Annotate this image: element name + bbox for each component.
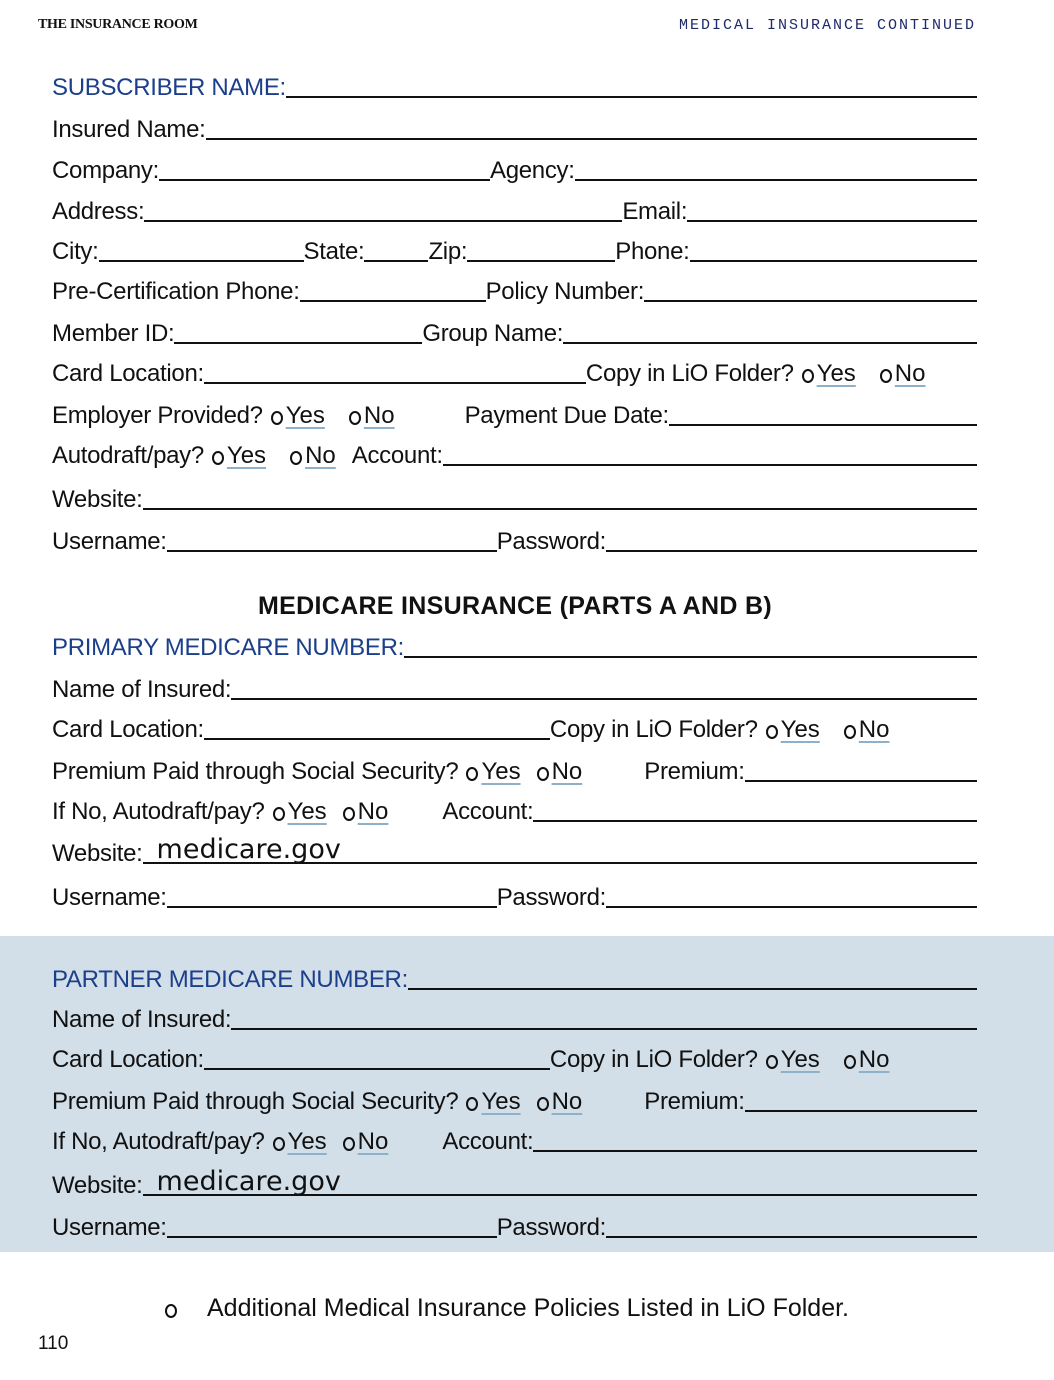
partner-account-field[interactable] xyxy=(533,1150,977,1152)
precert-phone-field[interactable] xyxy=(300,300,486,302)
radio-circle-icon xyxy=(844,725,856,739)
account-label: Account: xyxy=(351,442,443,469)
member-id-label: Member ID: xyxy=(52,320,175,347)
radio-circle-icon xyxy=(766,725,778,739)
partner-premium-ss-label: Premium Paid through Social Security? xyxy=(52,1088,459,1115)
radio-circle-icon xyxy=(343,1137,355,1151)
phone-label: Phone: xyxy=(615,238,690,265)
additional-policies-checkbox[interactable] xyxy=(163,1294,849,1323)
payment-due-date-field[interactable] xyxy=(669,424,977,426)
primary-copy-yes-radio[interactable]: Yes xyxy=(764,716,820,744)
partner-card-location-row xyxy=(52,1044,977,1074)
radio-circle-icon xyxy=(802,369,814,383)
partner-copy-no-radio[interactable]: No xyxy=(842,1046,890,1074)
radio-circle-icon xyxy=(537,767,549,781)
phone-field[interactable] xyxy=(690,260,977,262)
subscriber-name-label: SUBSCRIBER NAME: xyxy=(52,74,286,101)
page-number: 110 xyxy=(38,1333,69,1354)
partner-password-field[interactable] xyxy=(606,1236,977,1238)
primary-premium-ss-row xyxy=(52,756,977,786)
partner-medicare-number-row xyxy=(52,964,977,994)
insured-name-row xyxy=(52,114,977,144)
card-location-field[interactable] xyxy=(204,382,586,384)
address-row xyxy=(52,196,977,226)
partner-autodraft-no-radio[interactable]: No xyxy=(341,1128,389,1156)
company-field[interactable] xyxy=(159,179,490,181)
radio-circle-icon xyxy=(343,807,355,821)
running-header-left: THE INSURANCE ROOM xyxy=(38,17,198,32)
partner-card-location-field[interactable] xyxy=(204,1068,550,1070)
company-label: Company: xyxy=(52,157,159,184)
primary-account-field[interactable] xyxy=(533,820,977,822)
member-id-row xyxy=(52,318,977,348)
primary-password-label: Password: xyxy=(496,884,607,911)
partner-premium-ss-no-radio[interactable]: No xyxy=(535,1088,583,1116)
autodraft-row xyxy=(52,440,977,470)
partner-account-label: Account: xyxy=(442,1128,534,1155)
email-label: Email: xyxy=(622,198,688,225)
email-field[interactable] xyxy=(687,220,977,222)
username-label: Username: xyxy=(52,528,167,555)
primary-card-location-field[interactable] xyxy=(204,738,550,740)
primary-username-field[interactable] xyxy=(167,906,497,908)
website-field[interactable] xyxy=(143,508,977,510)
primary-card-location-label: Card Location: xyxy=(52,716,204,743)
radio-circle-icon xyxy=(880,369,892,383)
group-name-field[interactable] xyxy=(563,342,977,344)
copy-in-folder-no-radio[interactable]: No xyxy=(878,360,926,388)
zip-label: Zip: xyxy=(428,238,468,265)
primary-medicare-number-field[interactable] xyxy=(404,656,977,658)
primary-premium-ss-yes-radio[interactable]: Yes xyxy=(464,758,520,786)
primary-website-label: Website: xyxy=(52,840,143,867)
primary-autodraft-no-radio[interactable]: No xyxy=(341,798,389,826)
primary-account-label: Account: xyxy=(442,798,534,825)
subscriber-name-field[interactable] xyxy=(286,96,977,98)
radio-circle-icon xyxy=(537,1097,549,1111)
radio-circle-icon xyxy=(273,807,285,821)
primary-name-of-insured-field[interactable] xyxy=(231,698,977,700)
group-name-label: Group Name: xyxy=(422,320,564,347)
radio-circle-icon xyxy=(212,451,224,465)
partner-copy-yes-radio[interactable]: Yes xyxy=(764,1046,820,1074)
insured-name-label: Insured Name: xyxy=(52,116,206,143)
partner-credentials-row xyxy=(52,1212,977,1242)
partner-card-location-label: Card Location: xyxy=(52,1046,204,1073)
autodraft-yes-radio[interactable]: Yes xyxy=(210,442,266,470)
zip-field[interactable] xyxy=(467,260,615,262)
primary-name-of-insured-row xyxy=(52,674,977,704)
primary-copy-in-folder-label: Copy in LiO Folder? xyxy=(549,716,758,743)
employer-provided-label: Employer Provided? xyxy=(52,402,263,429)
partner-website-row xyxy=(52,1166,977,1200)
city-row xyxy=(52,236,977,266)
partner-premium-label: Premium: xyxy=(644,1088,745,1115)
precert-row xyxy=(52,276,977,306)
policy-number-field[interactable] xyxy=(644,300,977,302)
primary-premium-ss-label: Premium Paid through Social Security? xyxy=(52,758,459,785)
partner-password-label: Password: xyxy=(496,1214,607,1241)
primary-medicare-number-label: PRIMARY MEDICARE NUMBER: xyxy=(52,634,404,661)
radio-circle-icon xyxy=(466,767,478,781)
card-location-row xyxy=(52,358,977,388)
agency-label: Agency: xyxy=(489,157,575,184)
partner-copy-in-folder-label: Copy in LiO Folder? xyxy=(549,1046,758,1073)
primary-username-label: Username: xyxy=(52,884,167,911)
payment-due-date-label: Payment Due Date: xyxy=(464,402,669,429)
radio-circle-icon xyxy=(165,1304,177,1318)
city-field[interactable] xyxy=(99,260,304,262)
partner-medicare-number-label: PARTNER MEDICARE NUMBER: xyxy=(52,966,408,993)
password-field[interactable] xyxy=(606,550,977,552)
additional-policies-label: Additional Medical Insurance Policies Listed in LiO Folder. xyxy=(207,1294,850,1322)
primary-credentials-row xyxy=(52,882,977,912)
autodraft-no-radio[interactable]: No xyxy=(288,442,336,470)
primary-premium-label: Premium: xyxy=(644,758,745,785)
radio-circle-icon xyxy=(290,451,302,465)
partner-name-of-insured-field[interactable] xyxy=(231,1028,977,1030)
policy-number-label: Policy Number: xyxy=(485,278,645,305)
partner-medicare-number-field[interactable] xyxy=(408,988,977,990)
partner-premium-ss-yes-radio[interactable]: Yes xyxy=(464,1088,520,1116)
partner-website-value: medicare.gov xyxy=(156,1166,341,1197)
partner-autodraft-row xyxy=(52,1126,977,1156)
website-label: Website: xyxy=(52,486,143,513)
address-label: Address: xyxy=(52,198,145,225)
copy-in-folder-yes-radio[interactable]: Yes xyxy=(800,360,856,388)
password-label: Password: xyxy=(496,528,607,555)
radio-circle-icon xyxy=(273,1137,285,1151)
radio-circle-icon xyxy=(844,1055,856,1069)
radio-circle-icon xyxy=(766,1055,778,1069)
partner-premium-field[interactable] xyxy=(745,1110,977,1112)
member-id-field[interactable] xyxy=(174,342,422,344)
primary-website-field[interactable] xyxy=(143,834,977,865)
primary-autodraft-label: If No, Autodraft/pay? xyxy=(52,798,265,825)
partner-username-field[interactable] xyxy=(167,1236,497,1238)
partner-autodraft-yes-radio[interactable]: Yes xyxy=(271,1128,327,1156)
primary-name-of-insured-label: Name of Insured: xyxy=(52,676,232,703)
radio-circle-icon xyxy=(349,411,361,425)
autodraft-label: Autodraft/pay? xyxy=(52,442,204,469)
partner-username-label: Username: xyxy=(52,1214,167,1241)
medicare-section-title: MEDICARE INSURANCE (PARTS A AND B) xyxy=(258,592,772,620)
insured-name-field[interactable] xyxy=(206,138,977,140)
running-header-right: MEDICAL INSURANCE CONTINUED xyxy=(678,17,976,34)
credentials-row xyxy=(52,526,977,556)
city-label: City: xyxy=(52,238,99,265)
primary-card-location-row xyxy=(52,714,977,744)
subscriber-name-row xyxy=(52,72,977,102)
primary-website-value: medicare.gov xyxy=(156,834,341,865)
partner-website-field[interactable] xyxy=(143,1166,977,1197)
employer-provided-row xyxy=(52,400,977,430)
website-row xyxy=(52,484,977,514)
employer-provided-yes-radio[interactable]: Yes xyxy=(269,402,325,430)
radio-circle-icon xyxy=(271,411,283,425)
primary-premium-field[interactable] xyxy=(745,780,977,782)
state-label: State: xyxy=(303,238,365,265)
primary-copy-no-radio[interactable]: No xyxy=(842,716,890,744)
primary-premium-ss-no-radio[interactable]: No xyxy=(535,758,583,786)
address-field[interactable] xyxy=(144,220,622,222)
username-field[interactable] xyxy=(167,550,497,552)
partner-premium-ss-row xyxy=(52,1086,977,1116)
employer-provided-no-radio[interactable]: No xyxy=(347,402,395,430)
primary-password-field[interactable] xyxy=(606,906,977,908)
primary-autodraft-row xyxy=(52,796,977,826)
primary-medicare-number-row xyxy=(52,632,977,662)
radio-circle-icon xyxy=(466,1097,478,1111)
partner-name-of-insured-row xyxy=(52,1004,977,1034)
precert-phone-label: Pre-Certification Phone: xyxy=(52,278,300,305)
state-field[interactable] xyxy=(364,260,428,262)
primary-autodraft-yes-radio[interactable]: Yes xyxy=(271,798,327,826)
partner-name-of-insured-label: Name of Insured: xyxy=(52,1006,232,1033)
partner-website-label: Website: xyxy=(52,1172,143,1199)
account-field[interactable] xyxy=(443,464,977,466)
copy-in-folder-label: Copy in LiO Folder? xyxy=(585,360,794,387)
card-location-label: Card Location: xyxy=(52,360,204,387)
partner-autodraft-label: If No, Autodraft/pay? xyxy=(52,1128,265,1155)
primary-website-row xyxy=(52,834,977,868)
agency-field[interactable] xyxy=(575,179,977,181)
company-row xyxy=(52,155,977,185)
